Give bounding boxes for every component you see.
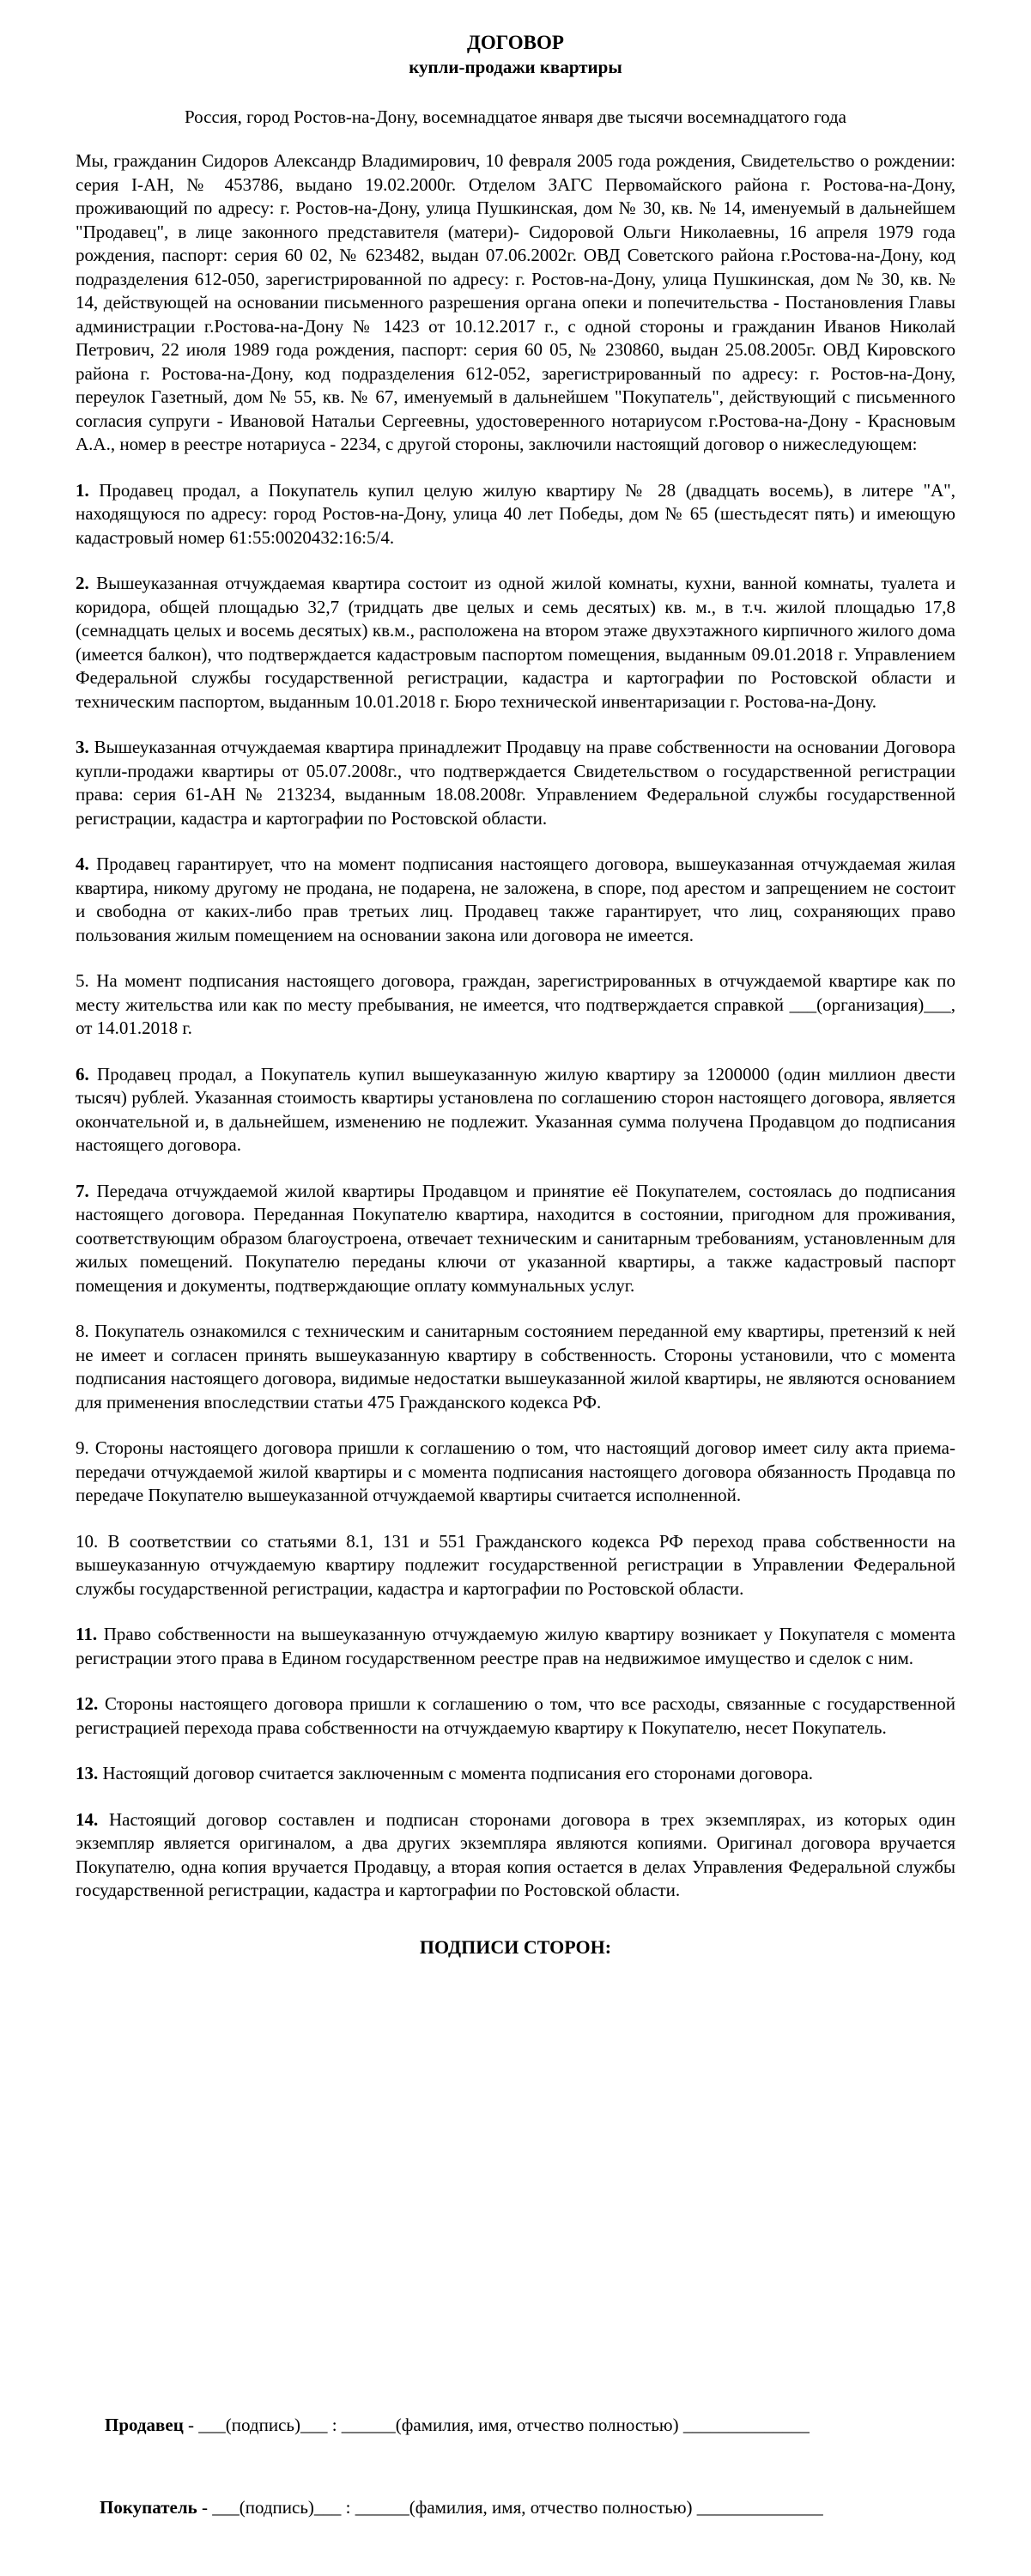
clause-13 [76,1762,955,1786]
clause-text: Настоящий договор считается заключенным с момента подписания его сторонами договора. [102,1763,814,1783]
clause-number: 6. [76,1063,89,1084]
clause-number: 14. [76,1808,99,1830]
seller-signature-fields: - ___(подпись)___ : ______(фамилия, имя, отчество полностью) ______________ [183,2415,810,2435]
signatures-title: ПОДПИСИ СТОРОН: [419,1935,612,1958]
clause-number: 7. [76,1180,89,1201]
clause-number: 9. [76,1437,89,1458]
clause-1 [76,479,955,550]
clause-text: Продавец продал, а Покупатель купил вышеуказанную жилую квартиру за 1200000 (один миллион двести тысяч) рублей. Указанная стоимость квартиры установлена по соглашению сторон настоящего договора, является окончательной и, в дальнейшем, изменению не подлежит. Указанная сумма получена Продавцом до подписания настоящего договора. [76,1063,955,1155]
clause-7 [76,1180,955,1298]
clause-text: Вышеуказанная отчуждаемая квартира принадлежит Продавцу на праве собственности на основании Договора купли-продажи квартиры от 05.07.2008г., что подтверждается Свидетельством о государственной регистрации права: серия 61-АН № 213234, выданным 18.08.2008г. Управлением Федеральной службы государственной регистрации, кадастра и картографии по Ростовской области. [76,737,956,829]
clauses-list [76,479,955,1903]
clause-10 [76,1530,955,1601]
clause-3 [76,736,955,830]
contract-document [76,31,955,1959]
buyer-signature-line [100,2495,823,2519]
clause-text: Настоящий договор составлен и подписан сторонами договора в трех экземплярах, из которых один экземпляр является оригиналом, а два других экземпляра являются копиями. Оригинал договора вручается Покупателю, одна копия вручается Продавцу, а вторая копия остается в делах Управления Федеральной службы государственной регистрации, кадастра и картографии по Ростовской области. [76,1808,956,1900]
clause-number: 5. [76,970,89,991]
clause-12 [76,1692,955,1740]
clause-text: Право собственности на вышеуказанную отчуждаемую жилую квартиру возникает у Покупателя с момента регистрации этого права в Едином государственном реестре прав на недвижимое имущество и сделок с ним. [76,1624,955,1668]
clause-text: На момент подписания настоящего договора, граждан, зарегистрированных в отчуждаемой квартире как по месту жительства или как по месту пребывания, не имеется, что подтверждается справкой ___(организация)___, от 14.01.2018 г. [76,970,956,1038]
clause-5 [76,969,955,1041]
clause-11 [76,1623,955,1670]
document-subtitle: купли-продажи квартиры [409,57,622,77]
clause-text: Вышеуказанная отчуждаемая квартира состоит из одной жилой комнаты, кухни, ванной комнаты, туалета и коридора, общей площадью 32,7 (тридцать две целых и семь десятых) кв. м., в т.ч. жилой площадью 17,8 (семнадцать целых и восемь десятых) кв.м., расположена на втором этаже двухэтажного кирпичного жилого дома (имеется балкон), что подтверждается кадастровым паспортом помещения, выданным 09.01.2018 г. Управлением Федеральной службы государственной регистрации, кадастра и картографии по Ростовской области и техническим паспортом, выданным 10.01.2018 г. Бюро технической инвентаризации г. Ростова-на-Дону. [76,573,956,712]
clause-text: Продавец продал, а Покупатель купил целую жилую квартиру № 28 (двадцать восемь), в литере "А", находящуюся по адресу: город Ростов-на-Дону, улица 40 лет Победы, дом № 65 (шестьдесят пять) и имеющую кадастровый номер 61:55:0020432:16:5/4. [76,479,956,548]
clause-text: Продавец гарантирует, что на момент подписания настоящего договора, вышеуказанная отчуждаемая жилая квартира, никому другому не продана, не подарена, не заложена, в споре, под арестом и запрещением не состоит и свободна от каких-либо прав третьих лиц. Продавец также гарантирует, что лиц, сохраняющих право пользования жилым помещением на основании закона или договора не имеется. [76,854,956,945]
intro-paragraph: Мы, гражданин Сидоров Александр Владимирович, 10 февраля 2005 года рождения, Свидетельство о рождении: серия I-АН, № 453786, выдано 19.02.2000г. Отделом ЗАГС Первомайского района г. Ростова-на-Дону, проживающий по адресу: г. Ростов-на-Дону, улица Пушкинская, дом № 30, кв. № 14, именуемый в дальнейшем "Продавец", в лице законного представителя (матери)- Сидоровой Ольги Николаевны, 16 апреля 1979 года рождения, паспорт: серия 60 02, № 623482, выдан 07.06.2002г. ОВД Советского района г.Ростова-на-Дону, код подразделения 612-050, зарегистрированной по адресу: г. Ростов-на-Дону, улица Пушкинская, дом № 30, кв. № 14, действующей на основании письменного разрешения органа опеки и попечительства - Постановления Главы администрации г.Ростова-на-Дону № 1423 от 10.12.2017 г., с одной стороны и гражданин Иванов Николай Петрович, 22 июля 1989 года рождения, паспорт: серия 60 05, № 230860, выдан 25.08.2005г. ОВД Кировского района г. Ростова-на-Дону, код подразделения 612-052, зарегистрированный по адресу: г. Ростов-на-Дону, переулок Газетный, дом № 55, кв. № 67, именуемый в дальнейшем "Покупатель", действующий с письменного согласия супруги - Ивановой Натальи Сергеевны, удостоверенного нотариусом г.Ростова-на-Дону - Красновым А.А., номер в реестре нотариуса - 2234, с другой стороны, заключили настоящий договор о нижеследующем: [76,150,955,454]
clause-number: 11. [76,1624,98,1644]
place-and-date: Россия, город Ростов-на-Дону, восемнадцатое января две тысячи восемнадцатого года [184,106,847,127]
clause-14 [76,1808,955,1903]
clause-4 [76,853,955,947]
clause-number: 12. [76,1693,99,1714]
clause-number: 8. [76,1321,89,1341]
seller-signature-line [105,2413,810,2437]
buyer-signature-fields: - ___(подпись)___ : ______(фамилия, имя, отчество полностью) ______________ [197,2497,823,2518]
clause-9 [76,1437,955,1508]
buyer-role-label: Покупатель [100,2497,197,2518]
clause-number: 2. [76,573,89,593]
clause-number: 4. [76,854,89,874]
clause-number: 3. [76,737,89,757]
clause-text: Стороны настоящего договора пришли к соглашению о том, что настоящий договор имеет силу акта приема-передачи отчуждаемой жилой квартиры и с момента подписания настоящего договора обязанность Продавца по передаче Покупателю вышеуказанной отчуждаемой квартиры считается исполненной. [76,1437,955,1505]
clause-text: Стороны настоящего договора пришли к соглашению о том, что все расходы, связанные с государственной регистрацией перехода права собственности на отчуждаемую квартиру к Покупателю, несет Покупатель. [76,1693,956,1738]
clause-6 [76,1063,955,1157]
seller-role-label: Продавец [105,2415,184,2435]
clause-number: 1. [76,479,89,501]
clause-number: 10. [76,1530,99,1552]
clause-2 [76,572,955,714]
clause-number: 13. [76,1763,99,1783]
clause-8 [76,1320,955,1414]
clause-text: Передача отчуждаемой жилой квартиры Продавцом и принятие её Покупателем, состоялась до подписания настоящего договора. Переданная Покупателю квартира, находится в состоянии, пригодном для проживания, соответствующим образом благоустроена, отвечает техническим и санитарным требованиям, установленным для жилых помещений. Покупателю переданы ключи от указанной квартиры, а также кадастровый паспорт помещения и документы, подтверждающие оплату коммунальных услуг. [76,1180,956,1296]
clause-text: В соответствии со статьями 8.1, 131 и 551 Гражданского кодекса РФ переход права собственности на вышеуказанную отчуждаемую квартиру подлежит государственной регистрации в Управлении Федеральной службы государственной регистрации, кадастра и картографии по Ростовской области. [76,1530,955,1599]
document-title: ДОГОВОР [467,32,564,53]
clause-text: Покупатель ознакомился с техническим и санитарным состоянием переданной ему квартиры, претензий к ней не имеет и согласен принять вышеуказанную квартиру в собственность. Стороны установили, что с момента подписания настоящего договора, видимые недостатки вышеуказанной жилой квартиры, не являются основанием для применения впоследствии статьи 475 Гражданского кодекса РФ. [76,1321,955,1413]
